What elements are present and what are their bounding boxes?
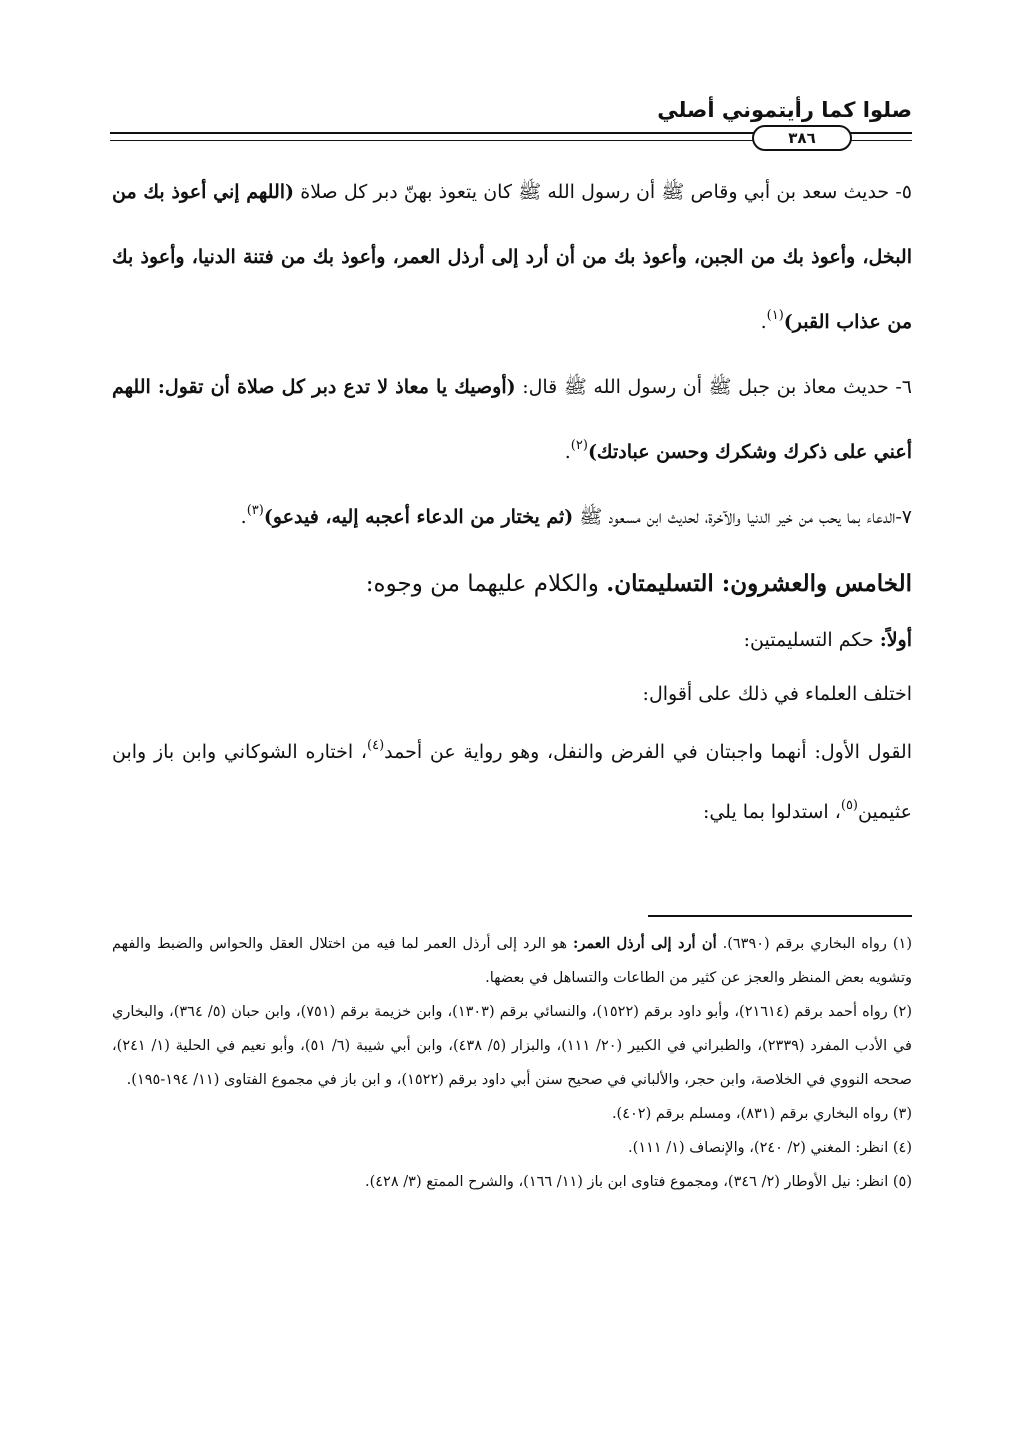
footnotes <box>112 927 912 1199</box>
qawl-1-c: ، استدلوا بما يلي: <box>702 801 841 823</box>
paragraph-ikhtilaf: اختلف العلماء في ذلك على أقوال: <box>642 683 912 705</box>
hadith-5-quote: (اللهم إني أعوذ بك من البخل، وأعوذ بك من الجبن، وأعوذ بك من أن أرد إلى أرذل العمر، وأعوذ بك من فتنة الدنيا، وأعوذ بك من عذاب القبر) <box>112 181 912 333</box>
footnote-ref-1: (١) <box>766 308 784 323</box>
footnote-ref-2: (٢) <box>570 438 588 453</box>
footnote-number: (٢) <box>892 1004 912 1020</box>
footnote-1 <box>112 927 912 995</box>
qawl-1-a: القول الأول: أنهما واجبتان في الفرض والنفل، وهو رواية عن أحمد <box>384 741 912 763</box>
footnote-number: (٣) <box>892 1106 912 1122</box>
first-rest: حكم التسليمتين: <box>743 629 880 651</box>
footnote-5 <box>112 1165 912 1199</box>
hadith-7-intro: ٧-الدعاء بما يحب من خير الدنيا والآخرة، لحديث ابن مسعود ﷺ <box>573 506 912 528</box>
footnote-bold: أن أرد إلى أرذل العمر: <box>573 935 717 952</box>
footnote-text: رواه البخاري برقم (٨٣١)، ومسلم برقم (٤٠٢). <box>611 1106 889 1122</box>
subheading-first <box>112 614 912 666</box>
hadith-5-intro: ٥- حديث سعد بن أبي وقاص ﷺ أن رسول الله ﷺ كان يتعوذ بهنّ دبر كل صلاة <box>294 181 912 203</box>
footnote-ref-3: (٣) <box>246 503 264 518</box>
page-body <box>112 160 912 842</box>
page-number: ٣٨٦ <box>752 125 852 151</box>
footnote-3 <box>112 1097 912 1131</box>
footnote-number: (٤) <box>892 1140 912 1156</box>
footnote-text: رواه البخاري برقم (٦٣٩٠). <box>716 936 887 952</box>
footnote-4 <box>112 1131 912 1165</box>
page-header <box>110 92 912 156</box>
section-heading <box>112 554 912 614</box>
hadith-6-intro: ٦- حديث معاذ بن جبل ﷺ أن رسول الله ﷺ قال: <box>515 376 912 398</box>
book-title: صلوا كما رأيتموني أصلي <box>657 98 912 122</box>
paragraph-hadith-7: ٧-الدعاء بما يحب من خير الدنيا والآخرة، لحديث ابن مسعود ﷺ (ثم يختار من الدعاء أعجبه إليه، فيدعو)$^{(٣)}$. <box>240 503 912 528</box>
footnote-tail: هو الرد إلى أرذل العمر لما فيه من اختلال العقل والحواس والضبط والفهم وتشويه بعض المنظر والعجز عن كثير من الطاعات والتساهل في بعضها. <box>112 936 912 986</box>
paragraph-hadith-6: ٦- حديث معاذ بن جبل ﷺ أن رسول الله ﷺ قال: (أوصيك يا معاذ لا تدع دبر كل صلاة أن تقول: اللهم أعني على ذكرك وشكرك وحسن عبادتك)$^{(٢)}$. <box>112 376 912 463</box>
footnote-number: (٥) <box>892 1174 912 1190</box>
footnote-number: (١) <box>892 936 912 952</box>
section-heading-rest: والكلام عليهما من وجوه: <box>365 571 607 597</box>
footnote-text: انظر: المغني (٢/ ٢٤٠)، والإنصاف (١/ ١١١). <box>628 1140 889 1156</box>
hadith-6-quote: (أوصيك يا معاذ لا تدع دبر كل صلاة أن تقول: اللهم أعني على ذكرك وشكرك وحسن عبادتك) <box>112 376 912 463</box>
footnote-text: رواه أحمد برقم (٢١٦١٤)، وأبو داود برقم (١٥٢٢)، والنسائي برقم (١٣٠٣)، وابن خزيمة برقم (٧٥١)، وابن حبان (٥/ ٣٦٤)، والبخاري في الأدب المفرد (٢٣٣٩)، والطبراني في الكبير (٢٠/ ١١١)، والبزار (٥/ ٤٣٨)، وابن أبي شيبة (٦/ ٥١)، وأبو نعيم في الحلية (١/ ٢٤١)، صححه النووي في الخلاصة، وابن حجر، والألباني في صحيح سنن أبي داود برقم (١٥٢٢)، و ابن باز في مجموع الفتاوى (١١/ ١٩٤-١٩٥). <box>112 1004 912 1088</box>
footnote-separator <box>648 915 912 917</box>
paragraph-qawl-1 <box>112 722 912 842</box>
footnote-ref-4: (٤) <box>367 738 385 753</box>
first-label: أولاً: <box>879 629 912 651</box>
paragraph-hadith-5: ٥- حديث سعد بن أبي وقاص ﷺ أن رسول الله ﷺ كان يتعوذ بهنّ دبر كل صلاة (اللهم إني أعوذ بك من البخل، وأعوذ بك من الجبن، وأعوذ بك من أن أرد إلى أرذل العمر، وأعوذ بك من فتنة الدنيا، وأعوذ بك من عذاب القبر)$^{(١)}$. <box>112 181 912 333</box>
footnote-2 <box>112 995 912 1097</box>
footnote-text: انظر: نيل الأوطار (٢/ ٣٤٦)، ومجموع فتاوى ابن باز (١١/ ١٦٦)، والشرح الممتع (٣/ ٤٢٨). <box>364 1174 889 1190</box>
hadith-7-quote: (ثم يختار من الدعاء أعجبه إليه، فيدعو) <box>263 506 574 528</box>
section-heading-bold: الخامس والعشرون: التسليمتان. <box>606 570 912 597</box>
qawl-1-b: ، اختاره الشوكاني وابن باز وابن عثيمين <box>112 741 912 823</box>
footnote-ref-5: (٥) <box>840 798 858 813</box>
